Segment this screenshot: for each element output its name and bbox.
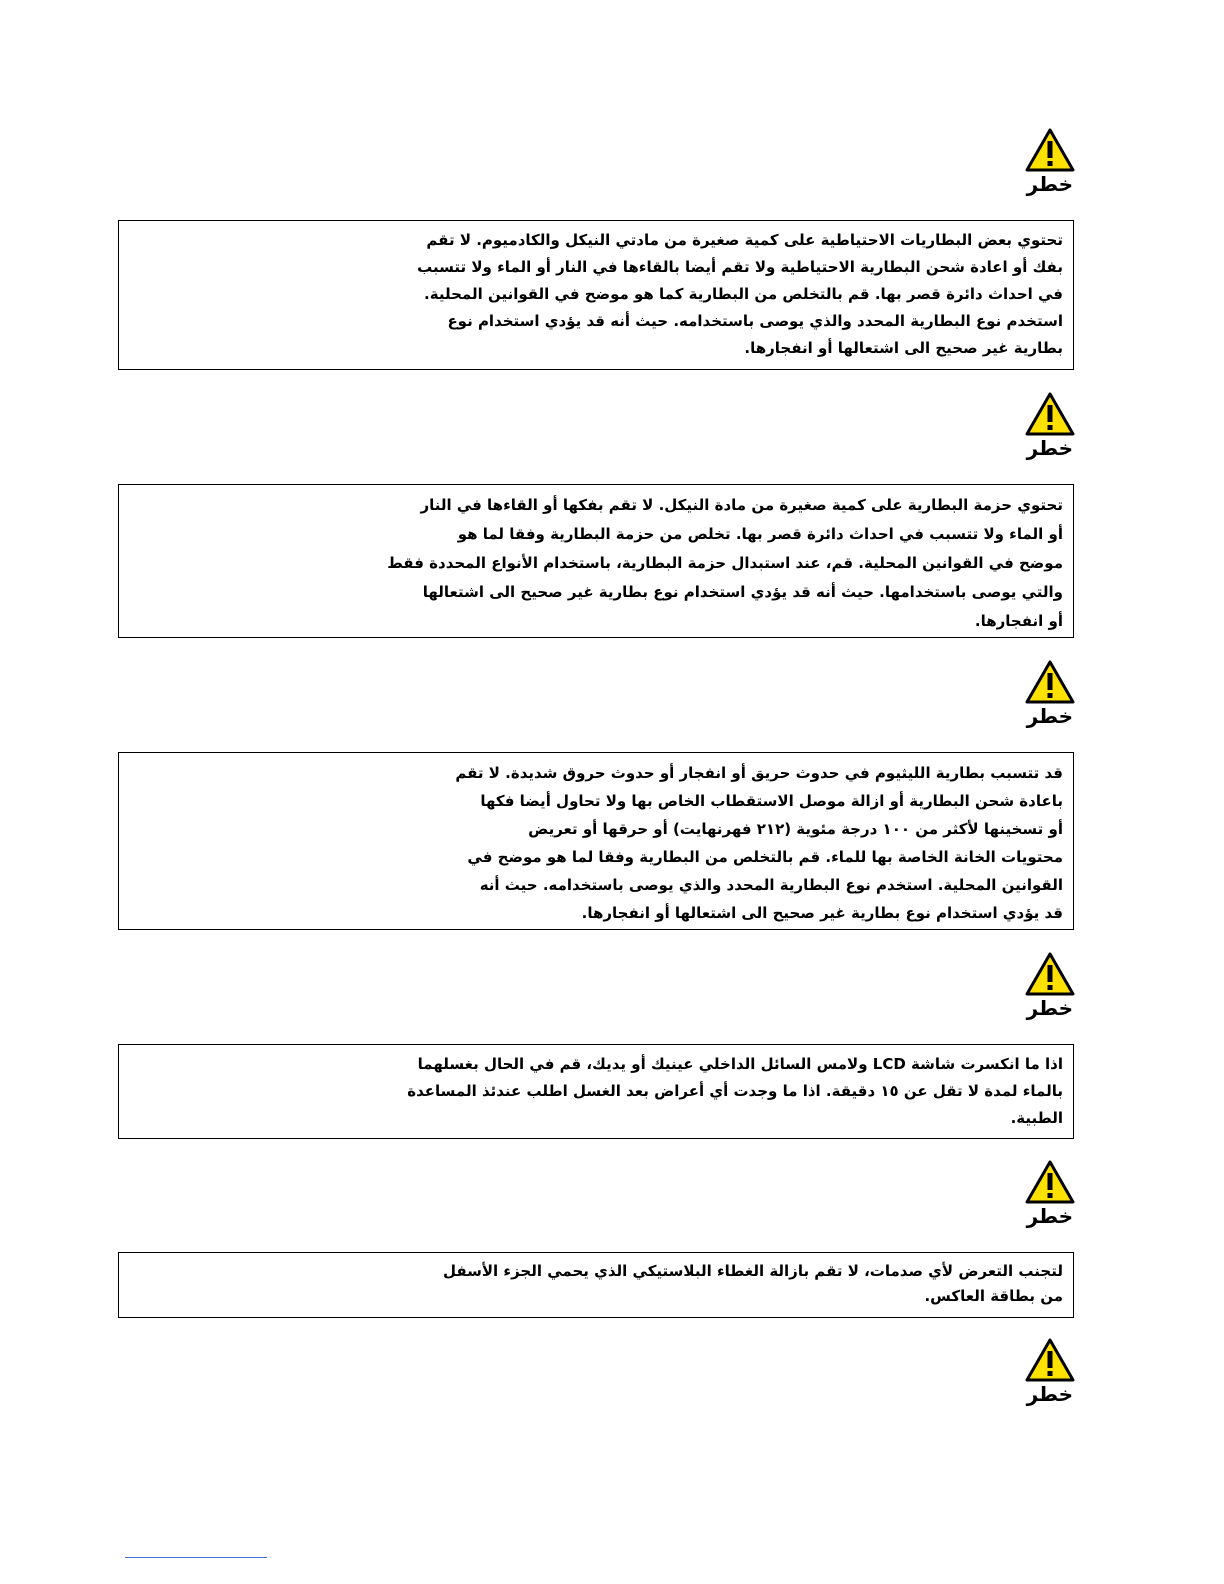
notice-line: اذا ما انكسرت شاشة LCD ولامس السائل الداخلي عينيك أو يديك، قم في الحال بغسلهما (417, 1055, 1063, 1073)
danger-label: خطر (1026, 996, 1073, 1020)
notice-line: أو الماء ولا تتسبب في احداث دائرة قصر بها. تخلص من حزمة البطارية وفقا لما هو (457, 525, 1063, 543)
notice-line: استخدم نوع البطارية المحدد والذي يوصى باستخدامه. حيث أنه قد يؤدي استخدام نوع (447, 312, 1063, 330)
danger-label: خطر (1026, 704, 1073, 728)
danger-label: خطر (1026, 172, 1073, 196)
danger-label: خطر (1026, 1204, 1073, 1228)
notice-box (118, 1252, 1074, 1318)
warning-triangle-icon (1025, 1160, 1075, 1204)
warning-triangle-icon (1025, 952, 1075, 996)
notice-line: من بطاقة العاكس. (924, 1287, 1063, 1305)
notice-line: تحتوي حزمة البطارية على كمية صغيرة من مادة النيكل. لا تقم بفكها أو القاءها في النار (420, 496, 1063, 514)
danger-label: خطر (1026, 436, 1073, 460)
notice-line: والتي يوصى باستخدامها. حيث أنه قد يؤدي استخدام نوع بطارية غير صحيح الى اشتعالها (422, 583, 1063, 601)
notice-line: بفك أو اعادة شحن البطارية الاحتياطية ولا تقم أيضا بالقاءها في النار أو الماء ولا تتسبب (417, 258, 1063, 276)
notice-line: لتجنب التعرض لأي صدمات، لا تقم بازالة الغطاء البلاستيكي الذي يحمي الجزء الأسفل (442, 1262, 1063, 1280)
notice-line: موضح في القوانين المحلية. قم، عند استبدال حزمة البطارية، باستخدام الأنواع المحددة فقط (387, 554, 1063, 572)
notice-line: بالماء لمدة لا تقل عن ١٥ دقيقة. اذا ما وجدت أي أعراض بعد الغسل اطلب عندئذ المساعدة (407, 1082, 1063, 1100)
notice-box (118, 220, 1074, 370)
notice-line: في احداث دائرة قصر بها. قم بالتخلص من البطارية كما هو موضح في القوانين المحلية. (424, 285, 1063, 303)
warning-triangle-icon (1025, 660, 1075, 704)
notice-line: محتويات الخانة الخاصة بها للماء. قم بالتخلص من البطارية وفقا لما هو موضح في (467, 848, 1063, 866)
warning-triangle-icon (1025, 128, 1075, 172)
notice-line: قد تتسبب بطارية الليثيوم في حدوث حريق أو انفجار أو حدوث حروق شديدة. لا تقم (455, 764, 1063, 782)
notice-box (118, 484, 1074, 638)
notice-line: أو انفجارها. (974, 612, 1063, 630)
warning-triangle-icon (1025, 1338, 1075, 1382)
notice-box (118, 1044, 1074, 1139)
footnote-rule (125, 1557, 267, 1558)
danger-label: خطر (1026, 1382, 1073, 1406)
notice-line: تحتوي بعض البطاريات الاحتياطية على كمية صغيرة من مادتي النيكل والكادميوم. لا تقم (426, 231, 1063, 249)
notice-line: أو تسخينها لأكثر من ١٠٠ درجة مئوية (٢١٢ فهرنهايت) أو حرقها أو تعريض (528, 820, 1063, 838)
notice-line: القوانين المحلية. استخدم نوع البطارية المحدد والذي يوصى باستخدامه. حيث أنه (479, 876, 1063, 894)
notice-line: الطبية. (1010, 1109, 1063, 1127)
notice-box (118, 752, 1074, 930)
notice-line: بطارية غير صحيح الى اشتعالها أو انفجارها. (744, 339, 1063, 357)
notice-line: باعادة شحن البطارية أو ازالة موصل الاستقطاب الخاص بها ولا تحاول أيضا فكها (480, 792, 1063, 810)
notice-line: قد يؤدي استخدام نوع بطارية غير صحيح الى اشتعالها أو انفجارها. (581, 904, 1063, 922)
warning-triangle-icon (1025, 392, 1075, 436)
